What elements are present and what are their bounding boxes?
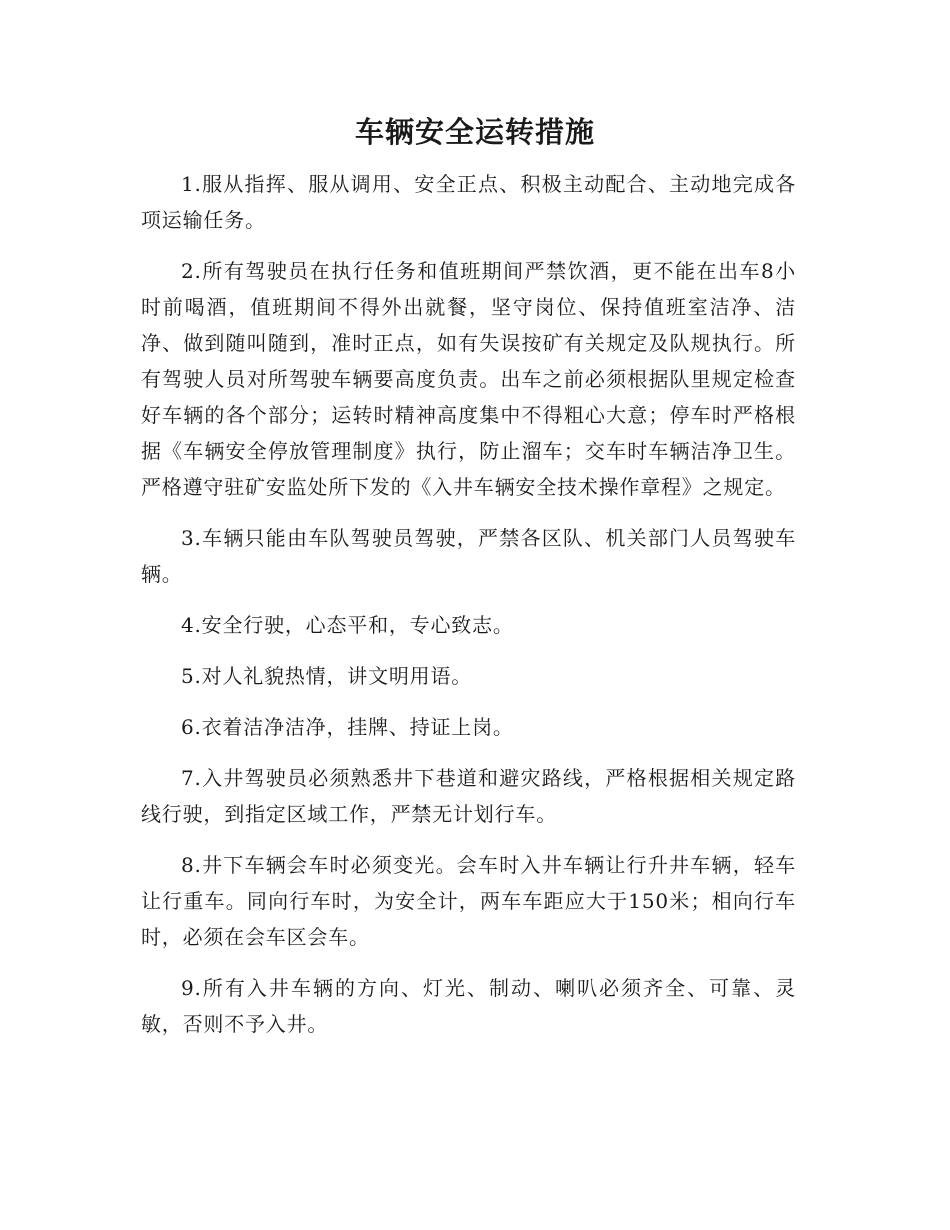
paragraph-2: 2.所有驾驶员在执行任务和值班期间严禁饮酒，更不能在出车8小时前喝酒，值班期间不得外出就餐，坚守岗位、保持值班室洁净、洁净、做到随叫随到，准时正点，如有失误按矿有关规定及队规执行。所有驾驶人员对所驾驶车辆要高度负责。出车之前必须根据队里规定检查好车辆的各个部分；运转时精神高度集中不得粗心大意；停车时严格根据《车辆安全停放管理制度》执行，防止溜车；交车时车辆洁净卫生。严格遵守驻矿安监处所下发的《入井车辆安全技术操作章程》之规定。	[141, 259, 796, 499]
paragraph-9: 9.所有入井车辆的方向、灯光、制动、喇叭必须齐全、可靠、灵敏，否则不予入井。	[141, 976, 796, 1036]
document-title: 车辆安全运转措施	[354, 115, 595, 149]
paragraph-5: 5.对人礼貌热情，讲文明用语。	[181, 664, 473, 688]
paragraph-7: 7.入井驾驶员必须熟悉井下巷道和避灾路线，严格根据相关规定路线行驶，到指定区域工作，严禁无计划行车。	[141, 766, 796, 826]
paragraph-4: 4.安全行驶，心态平和，专心致志。	[181, 613, 514, 637]
paragraph-8: 8.井下车辆会车时必须变光。会车时入井车辆让行升井车辆，轻车让行重车。同向行车时，为安全计，两车车距应大于150米；相向行车时，必须在会车区会车。	[141, 853, 796, 949]
paragraph-3: 3.车辆只能由车队驾驶员驾驶，严禁各区队、机关部门人员驾驶车辆。	[141, 526, 796, 586]
paragraph-6: 6.衣着洁净洁净，挂牌、持证上岗。	[181, 715, 514, 739]
paragraph-1: 1.服从指挥、服从调用、安全正点、积极主动配合、主动地完成各项运输任务。	[141, 172, 796, 232]
document-body	[141, 166, 796, 1057]
